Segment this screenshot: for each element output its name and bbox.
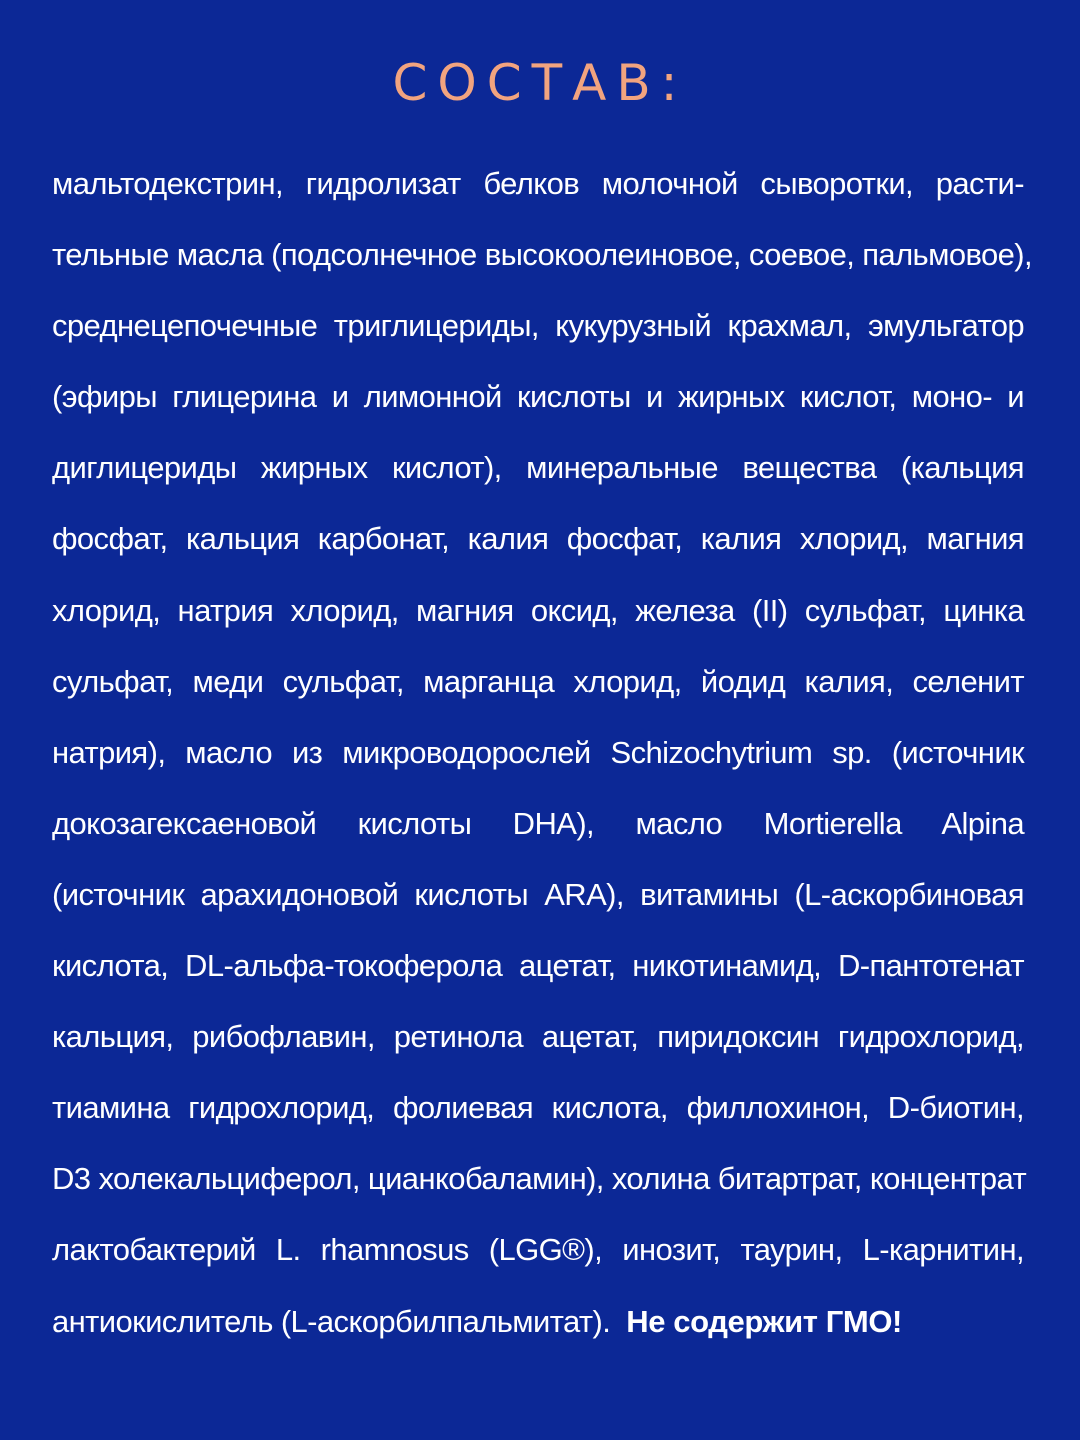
- composition-line: лактобактерий L. rhamnosus (LGG®), инозит, таурин, L-карнитин,: [52, 1232, 1024, 1268]
- composition-line: сульфат, меди сульфат, марганца хлорид, йодид калия, селенит: [52, 663, 1024, 699]
- composition-line: докозагексаеновой кислоты DHA), масло Mortierella Alpina: [52, 805, 1024, 841]
- composition-line: (эфиры глицерина и лимонной кислоты и жирных кислот, моно- и: [52, 379, 1024, 415]
- composition-line: диглицериды жирных кислот), минеральные вещества (кальция: [52, 450, 1024, 486]
- composition-line: тельные масла (подсолнечное высокоолеиновое, соевое, пальмовое),: [52, 237, 1032, 273]
- gmo-free-note: Не содержит ГМО!: [626, 1303, 902, 1339]
- composition-line: фосфат, кальция карбонат, калия фосфат, калия хлорид, магния: [52, 521, 1024, 557]
- composition-line: среднецепочечные триглицериды, кукурузный крахмал, эмульгатор: [52, 308, 1024, 344]
- composition-last-line: [52, 1286, 1024, 1357]
- composition-line: хлорид, натрия хлорид, магния оксид, железа (II) сульфат, цинка: [52, 592, 1024, 628]
- composition-line: тиамина гидрохлорид, фолиевая кислота, филлохинон, D-биотин,: [52, 1090, 1024, 1126]
- composition-line: мальтодекстрин, гидролизат белков молочной сыворотки, расти-: [52, 166, 1024, 201]
- page-title: СОСТАВ:: [392, 54, 688, 112]
- composition-text: [52, 148, 1032, 1357]
- antioxidant-text: антиокислитель (L-аскорбилпальмитат).: [52, 1303, 611, 1339]
- composition-line: кальция, рибофлавин, ретинола ацетат, пиридоксин гидрохлорид,: [52, 1019, 1024, 1055]
- composition-line: натрия), масло из микроводорослей Schizochytrium sp. (источник: [52, 734, 1024, 770]
- composition-line: кислота, DL-альфа-токоферола ацетат, никотинамид, D-пантотенат: [52, 948, 1024, 984]
- composition-line: D3 холекальциферол, цианкобаламин), холина битартрат, концентрат: [52, 1161, 1027, 1197]
- composition-line: (источник арахидоновой кислоты ARA), витамины (L-аскорбиновая: [52, 876, 1024, 912]
